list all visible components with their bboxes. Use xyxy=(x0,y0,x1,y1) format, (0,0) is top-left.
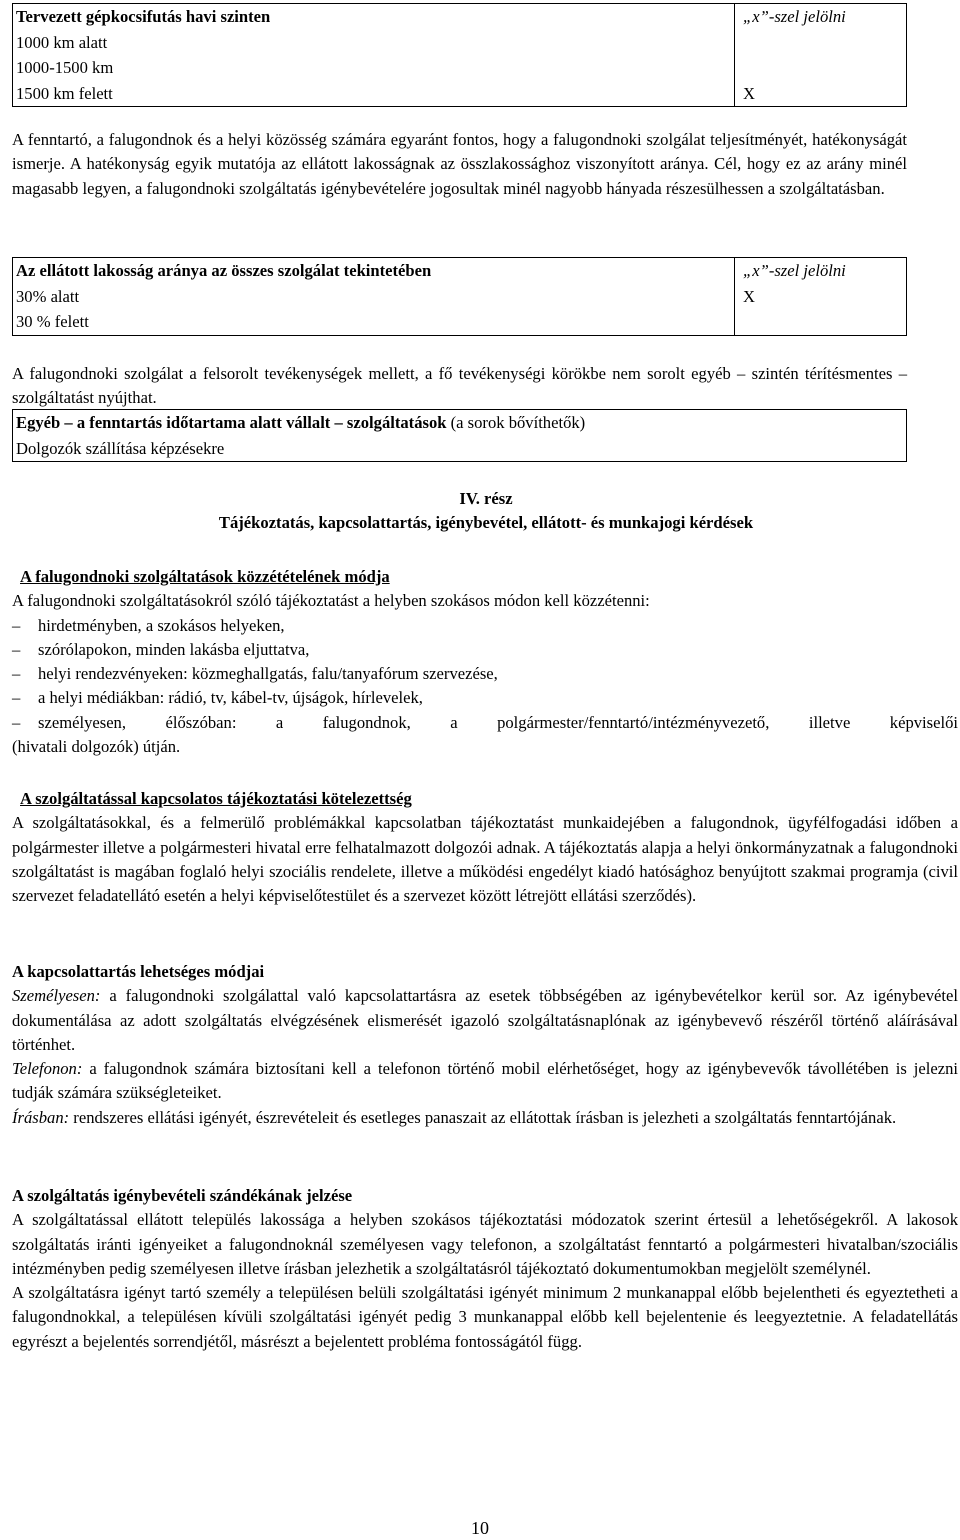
contact-method-text: a falugondnok számára biztosítani kell a telefonon történő mobil elérhetőséget, hogy az igénybevevők távollétében is jelezni tudják számára szükségleteiket. xyxy=(12,1059,958,1103)
page-number: 10 xyxy=(471,1518,489,1538)
section-heading: A falugondnoki szolgáltatások közzétételének módja xyxy=(20,567,390,586)
efficiency-paragraph: A fenntartó, a falugondnok és a helyi közösség számára egyaránt fontos, hogy a falugondnoki szolgálat teljesítményét, hatékonyságát ismerje. A hatékonyság egyik mutatója az ellátott lakosságnak az összlakossághoz viszonyított aránya. Cél, hogy ez az arány minél magasabb legyen, a falugondnoki szolgáltatás igénybevételére jogosultak minél nagyobb hányada részesülhessen a szolgáltatásban. xyxy=(12,130,907,198)
coverage-row-mark: X xyxy=(743,286,755,306)
section-heading: A szolgáltatás igénybevételi szándékának jelzése xyxy=(12,1186,353,1205)
section-text: A szolgáltatásra igényt tartó személy a településen belüli szolgáltatási igényét minimum 2 munkanappal előbb bejelentheti és egyeztetheti a falugondnokkal, a településen kívüli szolgáltatási igényét pedig 3 munkanappal előbb kell bejelentenie és leegyeztetnie. A feladatellátás egyrészt a bejelentés sorrendjétől, másrészt a bejelentett probléma fontosságától függ. xyxy=(12,1283,958,1351)
dash-bullet: – xyxy=(12,664,21,684)
contact-method xyxy=(12,1106,958,1130)
dash-bullet: – xyxy=(12,639,21,659)
contact-method-label: Írásban: xyxy=(12,1107,70,1127)
section-text: A szolgáltatásokkal, és a felmerülő problémákkal kapcsolatban tájékoztatást munkaidejében a falugondnok, ügyfélfogadási időben a polgármester illetve a polgármesteri hivatal erre felhatalmazott dolgozói adnak. A tájékoztatás alapja a helyi önkormányzatnak a falugondnoki szolgáltatást is magában foglaló helyi szociális rendelete, illetve a működési engedélyt kiadó hatósághoz benyújtott szakmai programja (civil szervezet feladatellátó esetén a helyi képviselőtestület és a szervezet között létrejött ellátási szerződés). xyxy=(12,813,958,906)
list-item: helyi rendezvényeken: közmeghallgatás, falu/tanyafórum szervezése, xyxy=(38,664,498,684)
list-item: szórólapokon, minden lakásba eljuttatva, xyxy=(38,639,310,659)
part-title: Tájékoztatás, kapcsolattartás, igénybevétel, ellátott- és munkajogi kérdések xyxy=(218,513,754,532)
other-services-header-note: (a sorok bővíthetők) xyxy=(446,413,586,432)
mileage-row-label: 1000-1500 km xyxy=(16,58,114,77)
information-duty-section xyxy=(12,787,958,908)
section-text: A szolgáltatással ellátott település lakossága a helyben szokásos tájékoztatási módozatok szerint értesül a lehetőségekről. A lakosok szolgáltatás iránti igényeiket a falugondnoknál személyesen vagy telefonon, a szolgáltatást fenntartó a polgármesteri hivatalban/szociális intézményben pedig személyesen illetve írásban jelezhetik a szolgáltatásról tájékoztató dokumentumokban megjelölt személynél. xyxy=(12,1210,958,1278)
dash-bullet: – xyxy=(12,688,21,708)
part-number: IV. rész xyxy=(459,489,513,508)
dash-bullet: – xyxy=(12,712,21,732)
other-services-header: Egyéb – a fenntartás időtartama alatt vállalt – szolgáltatások xyxy=(16,413,447,432)
contact-method xyxy=(12,1057,958,1106)
list-item-continuation: (hivatali dolgozók) útján. xyxy=(12,737,181,757)
contact-methods-section xyxy=(12,960,958,1130)
section-intro: A falugondnoki szolgáltatásokról szóló tájékoztatást a helyben szokásos módon kell közzétenni: xyxy=(12,591,650,611)
mileage-row-label: 1000 km alatt xyxy=(16,32,108,52)
list-item: személyesen, élőszóban: a falugondnok, a polgármester/fenntartó/intézményvezető, illetve képviselői xyxy=(38,712,958,732)
list-item: hirdetményben, a szokásos helyeken, xyxy=(38,615,285,635)
section-heading: A kapcsolattartás lehetséges módjai xyxy=(12,962,265,981)
contact-method xyxy=(12,984,958,1057)
coverage-row-label: 30 % felett xyxy=(16,312,89,331)
coverage-table-header: Az ellátott lakosság aránya az összes szolgálat tekintetében xyxy=(16,261,432,280)
mark-column-header: „x”-szel jelölni xyxy=(743,7,846,26)
contact-method-text: a falugondnoki szolgálattal való kapcsolattartásra az esetek többségében az igénybevételkor kerül sor. Az igénybevétel dokumentálása az adott szolgáltatás elvégzésének elismerését igazoló szolgáltatásnaplónak az igénybevevő részéről történő aláírásával történhet. xyxy=(12,986,958,1054)
other-services-paragraph: A falugondnoki szolgálat a felsorolt tevékenységek mellett, a fő tevékenységi körökbe nem sorolt egyéb – szintén térítésmentes – szolgáltatást nyújthat. xyxy=(12,364,907,408)
mileage-row-label: 1500 km felett xyxy=(16,83,113,103)
other-services-row: Dolgozók szállítása képzésekre xyxy=(16,438,225,458)
coverage-row-label: 30% alatt xyxy=(16,286,80,306)
mileage-row-mark: X xyxy=(743,83,755,103)
coverage-row-mark xyxy=(743,309,906,335)
list-item: a helyi médiákban: rádió, tv, kábel-tv, újságok, hírlevelek, xyxy=(38,688,423,708)
mileage-row-mark xyxy=(743,30,906,56)
contact-method-text: rendszeres ellátási igényét, észrevételeit és esetleges panaszait az ellátottak írásban is jelezheti a szolgáltatás fenntartójának. xyxy=(69,1107,897,1127)
section-heading: A szolgáltatással kapcsolatos tájékoztatási kötelezettség xyxy=(20,789,412,808)
service-request-section xyxy=(12,1184,958,1354)
mark-column-header: „x”-szel jelölni xyxy=(743,261,846,280)
mileage-row-mark xyxy=(743,55,906,81)
dash-bullet: – xyxy=(12,615,21,635)
publication-section xyxy=(12,565,960,759)
mileage-table xyxy=(12,3,907,107)
contact-method-label: Telefonon: xyxy=(12,1059,83,1079)
other-services-table xyxy=(12,409,907,462)
mileage-table-header: Tervezett gépkocsifutás havi szinten xyxy=(16,7,271,26)
coverage-ratio-table xyxy=(12,257,907,336)
contact-method-label: Személyesen: xyxy=(12,986,101,1006)
